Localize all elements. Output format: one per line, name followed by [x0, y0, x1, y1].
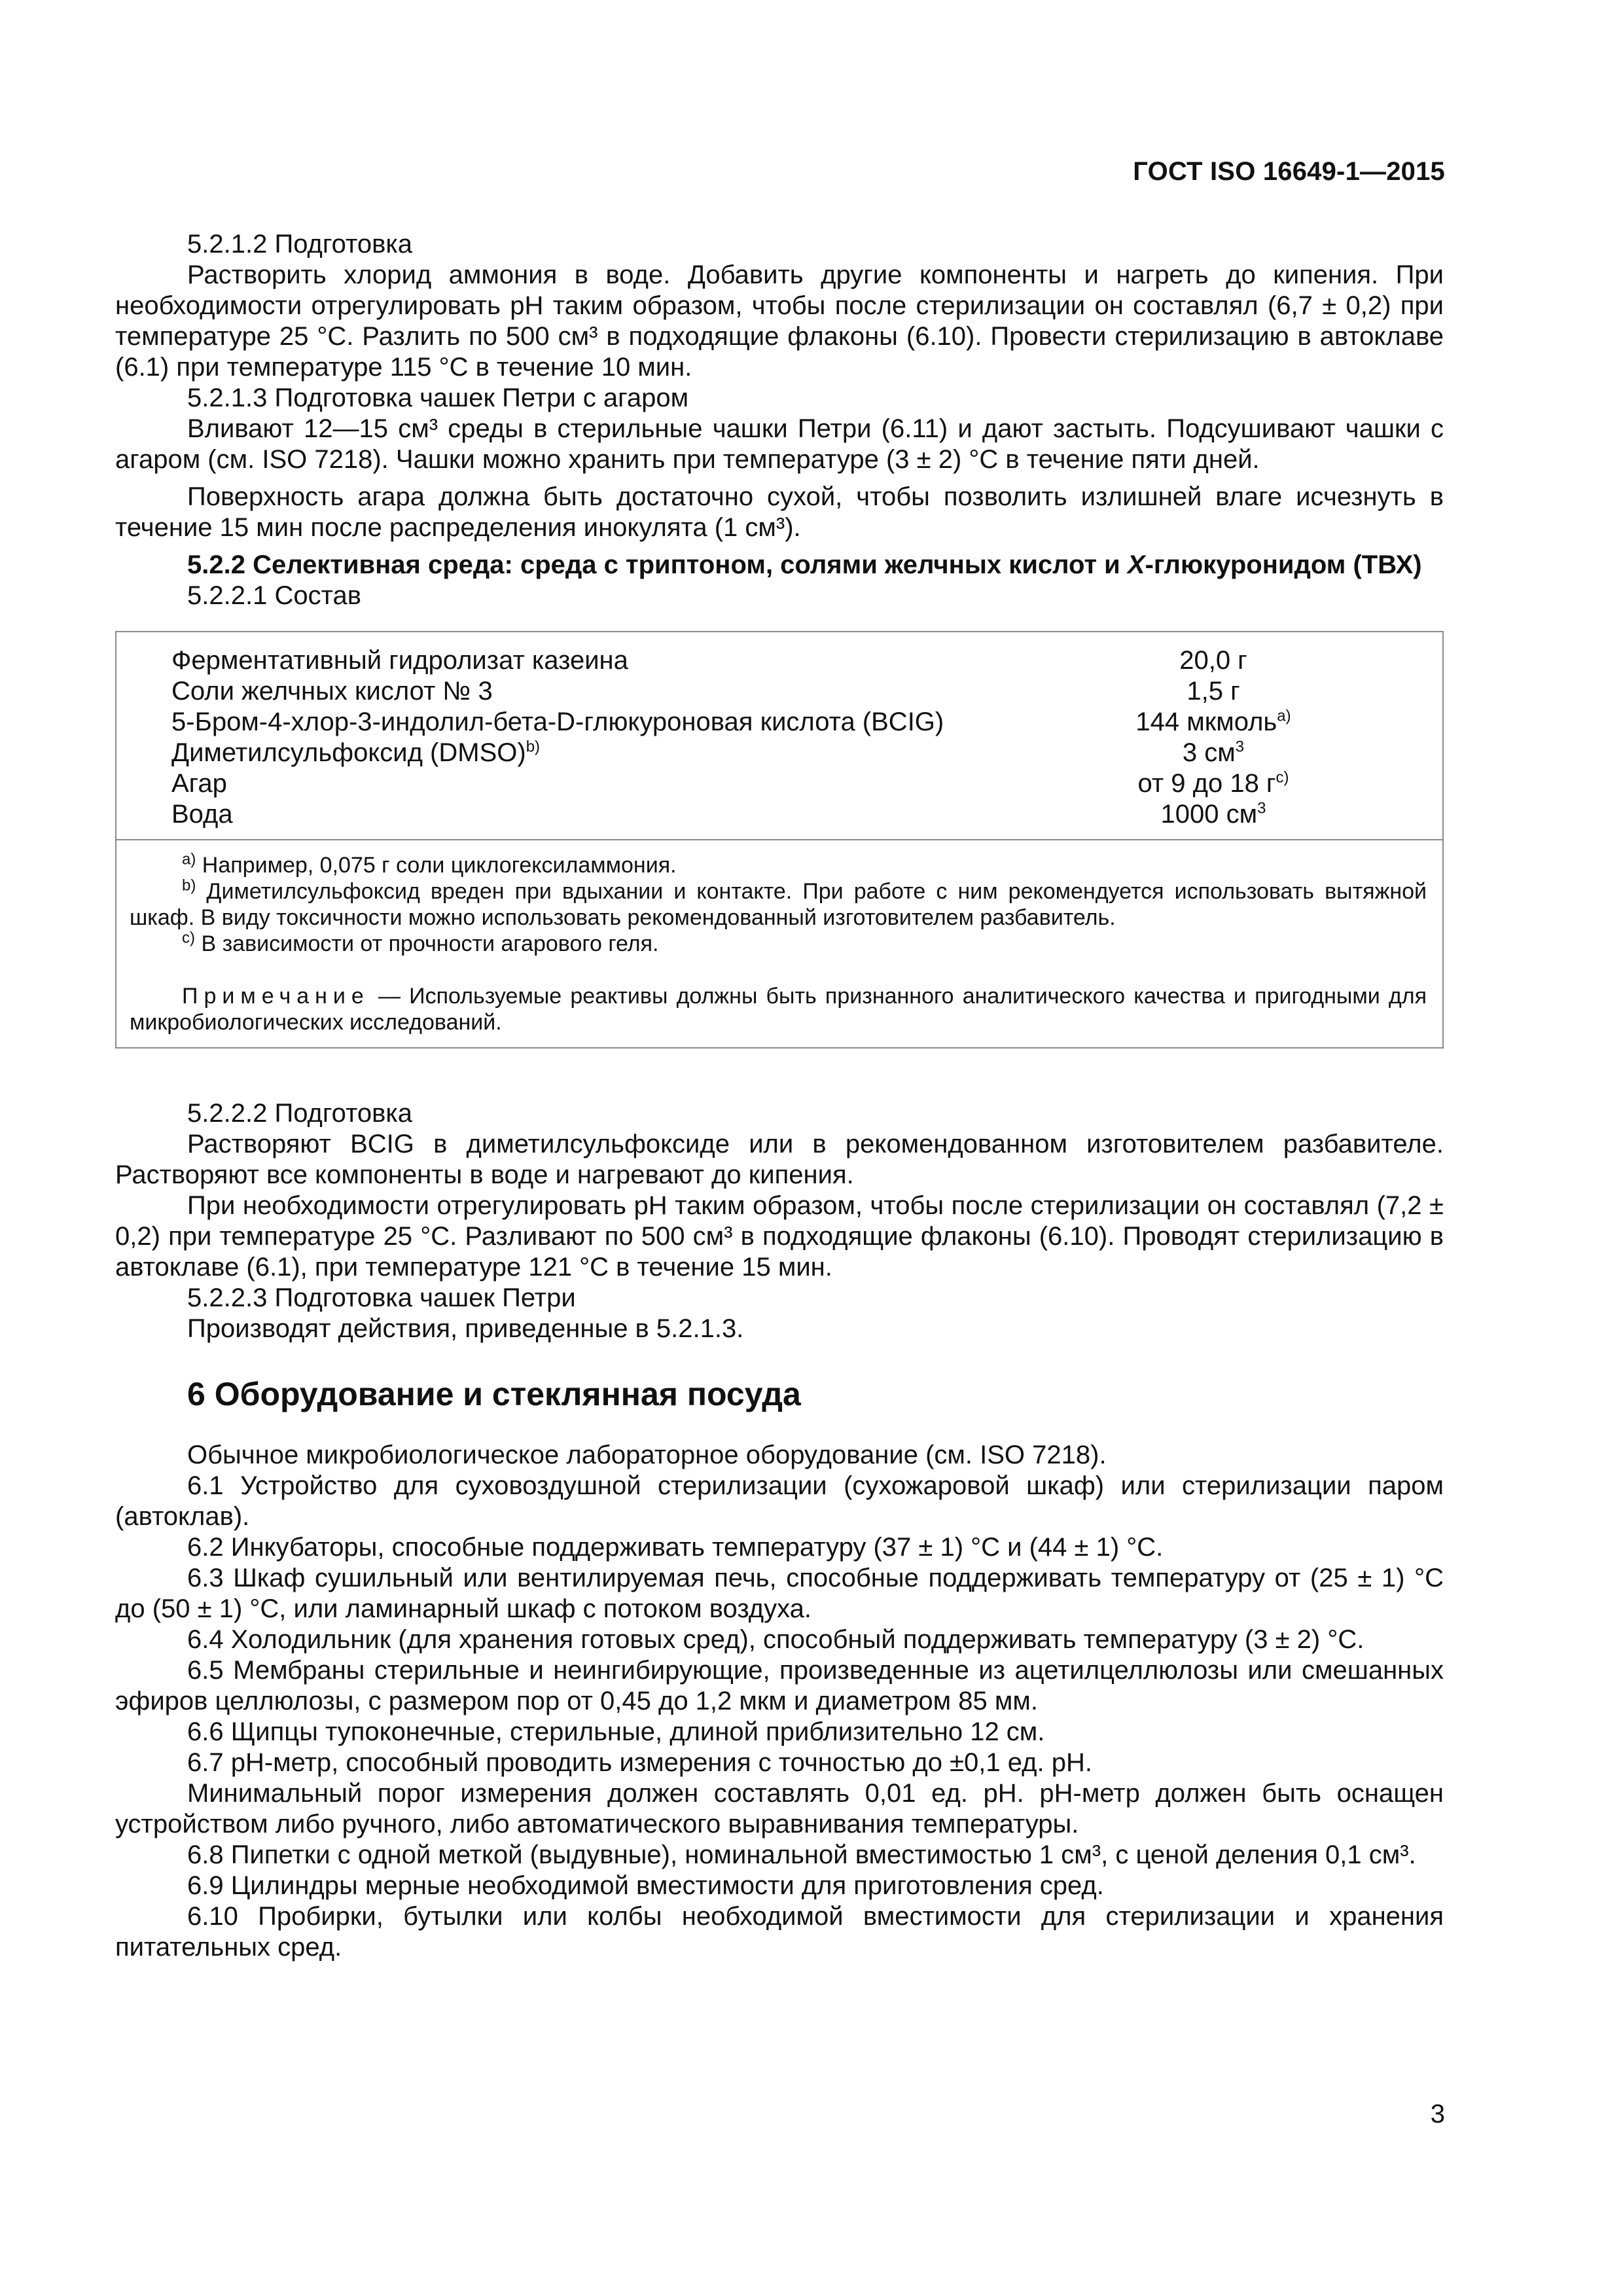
table-footnotes [116, 840, 1442, 1047]
section-title-5-2-1-2: 5.2.1.2 Подготовка [187, 230, 412, 259]
list-item: 6.9 Цилиндры мерные необходимой вместимости для приготовления сред. [187, 1871, 1104, 1900]
page-number: 3 [1430, 2100, 1445, 2128]
ingredient-name: Ферментативный гидролизат казеина [171, 646, 628, 675]
list-item: 6.5 Мембраны стерильные и неингибирующие, произведенные из ацетилцеллюлозы или смешанных эфиров целлюлозы, с размером пор от 0,45 до 1,2 мкм и диаметром 85 мм. [115, 1656, 1444, 1715]
section-title-5-2-2-1: 5.2.2.1 Состав [187, 581, 361, 610]
table-row [171, 645, 1377, 676]
paragraph-5-2-1-3-a: Вливают 12—15 см³ среды в стерильные чашки Петри (6.11) и дают застыть. Подсушивают чашки с агаром (см. ISO 7218). Чашки можно хранить при температуре (3 ± 2) °С в течение пяти дней. [115, 414, 1444, 474]
ingredient-amount: 20,0 г [1179, 646, 1247, 675]
paragraph-5-2-1-2: Растворить хлорид аммония в воде. Добавить другие компоненты и нагреть до кипения. При необходимости отрегулировать pH таким образом, чтобы после стерилизации он составлял (6,7 ± 0,2) при температуре 25 °С. Разлить по 500 см³ в подходящие флаконы (6.10). Провести стерилизацию в автоклаве (6.1) при температуре 115 °С в течение 10 мин. [115, 260, 1444, 382]
table-row [171, 768, 1377, 799]
note-label: Примечание [182, 984, 370, 1009]
footnote-c: $^{c)}$ В зависимости от прочности агарового геля. [182, 929, 659, 956]
paragraph-5-2-1-3-b: Поверхность агара должна быть достаточно сухой, чтобы позволить излишней влаге исчезнуть в течение 15 мин после распределения инокулята (1 см³). [115, 482, 1444, 542]
list-item: 6.7 pH-метр, способный проводить измерения с точностью до ±0,1 ед. pH. [187, 1748, 1092, 1777]
note-text: — Используемые реактивы должны быть признанного аналитического качества и пригодными для микробиологических исследований. [130, 984, 1427, 1035]
table-row [171, 799, 1377, 830]
ingredient-name: Вода [171, 800, 233, 829]
list-item: Минимальный порог измерения должен составлять 0,01 ед. pH. pH-метр должен быть оснащен устройством либо ручного, либо автоматического выравнивания температуры. [115, 1779, 1444, 1839]
section-title-5-2-2-3: 5.2.2.3 Подготовка чашек Петри [187, 1283, 576, 1312]
section-title-5-2-2-2: 5.2.2.2 Подготовка [187, 1099, 412, 1128]
section-heading-6: 6 Оборудование и стеклянная посуда [187, 1376, 801, 1412]
composition-rows [116, 632, 1442, 840]
ingredient-name: Агар [171, 769, 227, 798]
table-row [171, 738, 1377, 768]
page-content [115, 229, 1444, 1963]
paragraph-5-2-2-2-b: При необходимости отрегулировать pH таким образом, чтобы после стерилизации он составлял (7,2 ± 0,2) при температуре 25 °С. Разливают по 500 см³ в подходящие флаконы (6.10). Проводят стерилизацию в автоклаве (6.1), при температуре 121 °С в течение 15 мин. [115, 1191, 1444, 1282]
footnote-b: $^{b)}$ Диметилсульфоксид вреден при вдыхании и контакте. При работе с ним рекомендуется использовать вытяжной шкаф. В виду токсичности можно использовать рекомендованный изготовителем разбавитель. [130, 876, 1427, 930]
list-item: 6.8 Пипетки с одной меткой (выдувные), номинальной вместимостью 1 см³, с ценой деления 0,1 см³. [187, 1840, 1416, 1869]
table-note [130, 983, 1427, 1035]
composition-table [115, 631, 1444, 1049]
heading-italic-x: Х [1127, 550, 1145, 579]
list-item: 6.1 Устройство для суховоздушной стерилизации (сухожаровой шкаф) или стерилизации паром (автоклав). [115, 1471, 1444, 1531]
list-item: 6.6 Щипцы тупоконечные, стерильные, длиной приблизительно 12 см. [187, 1717, 1045, 1746]
section-heading-5-2-2: 5.2.2 Селективная среда: среда с триптоном, солями желчных кислот и Х-глюкуронидом (ТВХ) [187, 550, 1422, 579]
paragraph-5-2-2-3: Производят действия, приведенные в 5.2.1.3. [187, 1314, 744, 1343]
list-item: 6.3 Шкаф сушильный или вентилируемая печь, способные поддерживать температуру от (25 ± 1) °С до (50 ± 1) °С, или ламинарный шкаф с потоком воздуха. [115, 1564, 1444, 1623]
ingredient-amount: 3 $см^3$ [1182, 738, 1245, 767]
list-item: 6.10 Пробирки, бутылки или колбы необходимой вместимости для стерилизации и хранения питательных сред. [115, 1902, 1444, 1962]
footnote-a: $^{a)}$ Например, 0,075 г соли циклогексиламмония. [182, 850, 677, 878]
ingredient-amount: от 9 до 18 $г^{c)}$ [1137, 768, 1289, 798]
table-row [171, 676, 1377, 707]
ingredient-name: Диметилсульфоксид (DMSO)$^{b)}$ [171, 738, 541, 767]
section-title-5-2-1-3: 5.2.1.3 Подготовка чашек Петри с агаром [187, 384, 689, 412]
ingredient-amount: 144 мкмоль$^{a)}$ [1135, 707, 1291, 736]
ingredient-amount: 1,5 г [1186, 677, 1240, 706]
list-item: 6.2 Инкубаторы, способные поддерживать температуру (37 ± 1) °С и (44 ± 1) °С. [187, 1533, 1164, 1562]
paragraph-6-intro: Обычное микробиологическое лабораторное оборудование (см. ISO 7218). [187, 1441, 1107, 1469]
list-item: 6.4 Холодильник (для хранения готовых сред), способный поддерживать температуру (3 ± 2) °С. [187, 1625, 1364, 1654]
paragraph-5-2-2-2-a: Растворяют BCIG в диметилсульфоксиде или в рекомендованном изготовителем разбавителе. Растворяют все компоненты в воде и нагревают до кипения. [115, 1130, 1444, 1189]
standard-code-header: ГОСТ ISO 16649-1—2015 [1133, 157, 1445, 186]
ingredient-amount: 1000 $см^3$ [1160, 799, 1266, 829]
table-row [171, 707, 1377, 738]
ingredient-name: Соли желчных кислот № 3 [171, 677, 493, 706]
ingredient-name: 5-Бром-4-хлор-3-индолил-бета-D-глюкуроновая кислота (BCIG) [171, 708, 944, 736]
